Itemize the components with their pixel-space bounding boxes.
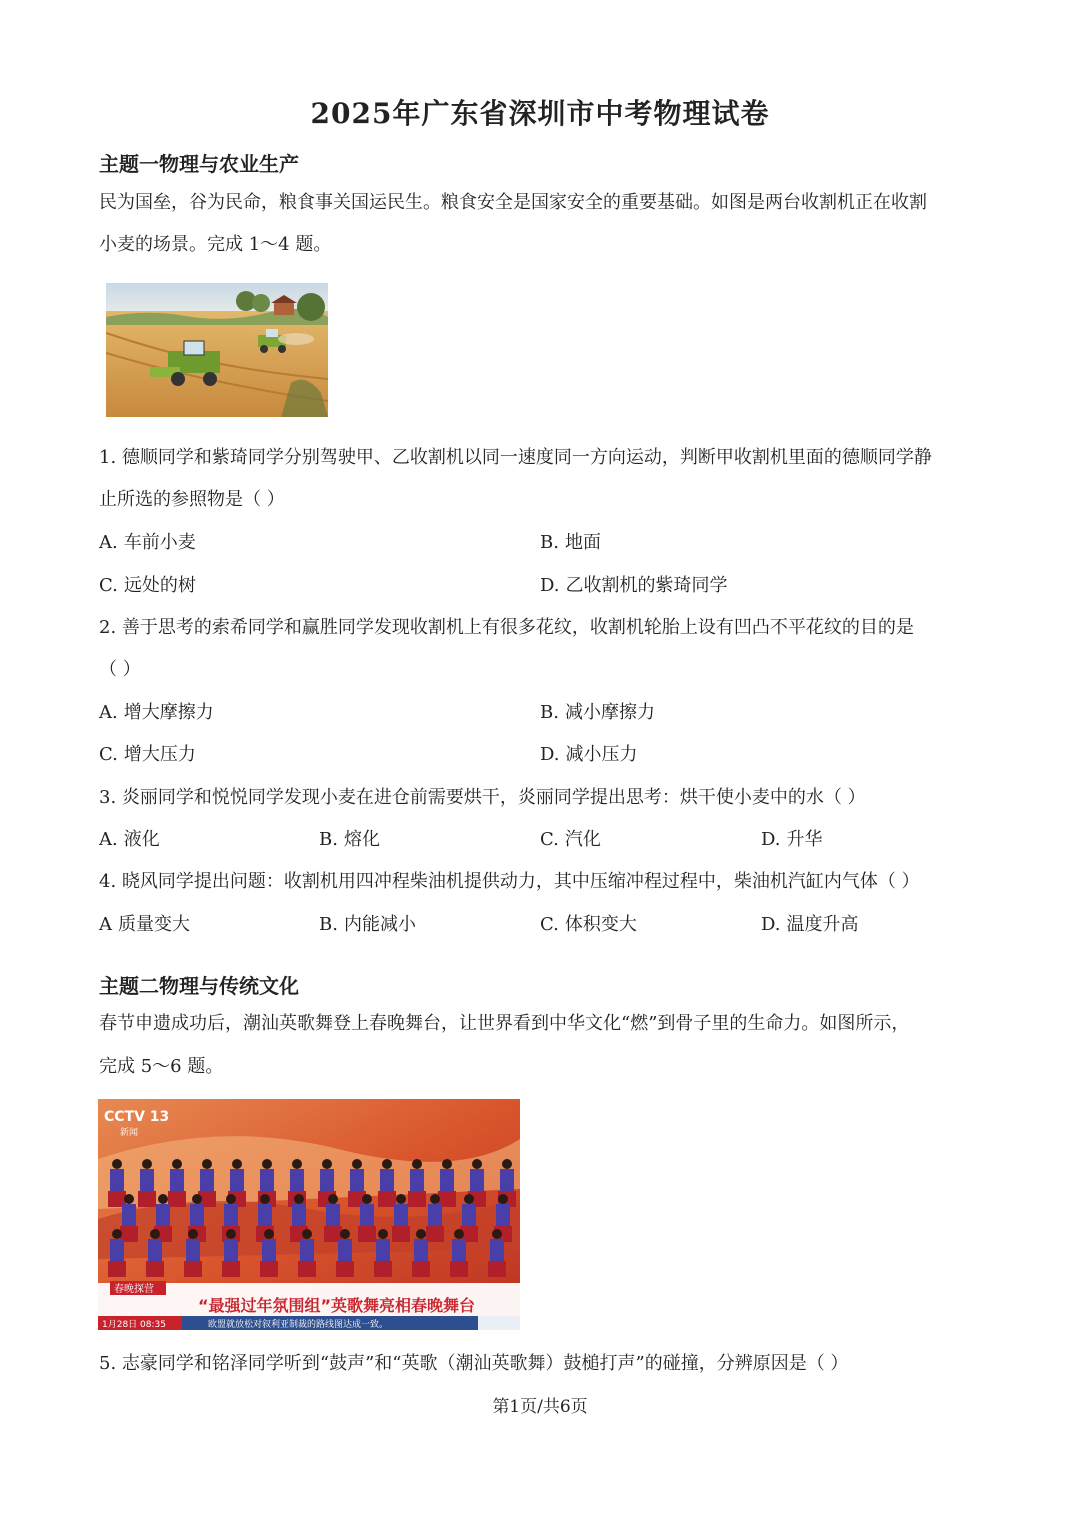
dancer-head xyxy=(202,1159,212,1169)
dancer-skirt xyxy=(184,1261,202,1277)
dancer-head xyxy=(150,1229,160,1239)
dancer-head xyxy=(124,1194,134,1204)
q2-option-d[interactable]: D. 减小压力 xyxy=(540,744,638,765)
q1-option-a[interactable]: A. 车前小麦 xyxy=(99,532,196,553)
dancer-skirt xyxy=(450,1261,468,1277)
q1-option-c[interactable]: C. 远处的树 xyxy=(99,575,196,596)
banner-tag: 春晚探营 xyxy=(114,1284,154,1295)
dancer-head xyxy=(378,1229,388,1239)
q1-stem-line1: 1. 德顺同学和紫琦同学分别驾驶甲、乙收割机以同一速度同一方向运动，判断甲收割机里面的德顺同学静 xyxy=(99,447,932,468)
dancer-head xyxy=(260,1194,270,1204)
q3-option-c[interactable]: C. 汽化 xyxy=(540,829,601,850)
harvester-image xyxy=(106,283,328,417)
banner-ticker: 欧盟就放松对叙利亚制裁的路线图达成一致。 xyxy=(208,1320,389,1330)
dancer-head xyxy=(416,1229,426,1239)
dancer-skirt xyxy=(378,1191,396,1207)
dancer-head xyxy=(322,1159,332,1169)
q4-option-a[interactable]: A 质量变大 xyxy=(99,914,190,935)
channel-logo-sub: 新闻 xyxy=(120,1128,139,1138)
topic2-intro-line1: 春节申遗成功后，潮汕英歌舞登上春晚舞台，让世界看到中华文化“燃”到骨子里的生命力。如图所示， xyxy=(99,1013,910,1034)
banner-headline: “最强过年氛围组”英歌舞亮相春晚舞台 xyxy=(198,1296,476,1315)
topic1-heading: 主题一物理与农业生产 xyxy=(99,152,299,176)
dancer-head xyxy=(442,1159,452,1169)
dancer-skirt xyxy=(392,1226,410,1242)
q3-option-a[interactable]: A. 液化 xyxy=(99,829,160,850)
dancer-skirt xyxy=(358,1226,376,1242)
dancer-head xyxy=(226,1194,236,1204)
dancer-head xyxy=(192,1194,202,1204)
dancer-head xyxy=(142,1159,152,1169)
dancer-skirt xyxy=(408,1191,426,1207)
dancer-head xyxy=(472,1159,482,1169)
page-title: 2025年广东省深圳市中考物理试卷 xyxy=(310,97,770,130)
dancer-head xyxy=(498,1194,508,1204)
dancer-head xyxy=(412,1159,422,1169)
dancer-head xyxy=(232,1159,242,1169)
dancer-head xyxy=(382,1159,392,1169)
dancer-head xyxy=(492,1229,502,1239)
dancer-head xyxy=(294,1194,304,1204)
topic1-intro-line1: 民为国垒，谷为民命，粮食事关国运民生。粮食安全是国家安全的重要基础。如图是两台收割机正在收割 xyxy=(99,192,927,213)
q3-stem-line1: 3. 炎丽同学和悦悦同学发现小麦在进仓前需要烘干，炎丽同学提出思考：烘干使小麦中的水（ ） xyxy=(99,787,866,808)
dancer-head xyxy=(226,1229,236,1239)
dancer-head xyxy=(172,1159,182,1169)
dancer-head xyxy=(454,1229,464,1239)
q4-option-d[interactable]: D. 温度升高 xyxy=(761,914,859,935)
topic2-intro-line2: 完成 5～6 题。 xyxy=(99,1056,224,1077)
channel-logo: CCTV 13 xyxy=(104,1109,170,1125)
dancer-skirt xyxy=(298,1261,316,1277)
dancer-head xyxy=(502,1159,512,1169)
q3-option-d[interactable]: D. 升华 xyxy=(761,829,823,850)
dancer-skirt xyxy=(138,1191,156,1207)
page-footer: 第1页/共6页 xyxy=(492,1397,588,1417)
dancer-skirt xyxy=(146,1261,164,1277)
q4-stem-line1: 4. 晓风同学提出问题：收割机用四冲程柴油机提供动力，其中压缩冲程过程中，柴油机汽缸内气体（ ） xyxy=(99,871,920,892)
dancer-head xyxy=(262,1159,272,1169)
q2-option-c[interactable]: C. 增大压力 xyxy=(99,744,196,765)
dancer-skirt xyxy=(412,1261,430,1277)
topic2-heading: 主题二物理与传统文化 xyxy=(99,974,299,998)
dancer-head xyxy=(464,1194,474,1204)
q2-option-b[interactable]: B. 减小摩擦力 xyxy=(540,702,655,723)
dancer-skirt xyxy=(374,1261,392,1277)
dancer-skirt xyxy=(488,1261,506,1277)
q3-option-b[interactable]: B. 熔化 xyxy=(319,829,380,850)
q1-option-d[interactable]: D. 乙收割机的紫琦同学 xyxy=(540,575,728,596)
dancer-head xyxy=(396,1194,406,1204)
q4-option-b[interactable]: B. 内能减小 xyxy=(319,914,416,935)
q1-stem-line2: 止所选的参照物是（ ） xyxy=(99,489,285,510)
dancer-skirt xyxy=(108,1261,126,1277)
q4-option-c[interactable]: C. 体积变大 xyxy=(540,914,637,935)
banner-date: 1月28日 08:35 xyxy=(102,1320,166,1330)
dancer-head xyxy=(112,1159,122,1169)
dancer-skirt xyxy=(336,1261,354,1277)
dancer-skirt xyxy=(168,1191,186,1207)
dancer-head xyxy=(430,1194,440,1204)
topic1-intro-line2: 小麦的场景。完成 1～4 题。 xyxy=(99,234,332,255)
q2-stem-line1: 2. 善于思考的索希同学和赢胜同学发现收割机上有很多花纹，收割机轮胎上设有凹凸不平花纹的目的是 xyxy=(99,617,914,638)
dancer-skirt xyxy=(222,1261,240,1277)
dancer-skirt xyxy=(426,1226,444,1242)
dancer-skirt xyxy=(260,1261,278,1277)
dancer-head xyxy=(328,1194,338,1204)
dancer-head xyxy=(362,1194,372,1204)
dancer-head xyxy=(352,1159,362,1169)
q5-stem-line1: 5. 志豪同学和铭泽同学听到“鼓声”和“英歌（潮汕英歌舞）鼓槌打声”的碰撞，分辨原因是（ ） xyxy=(99,1353,849,1374)
spring-gala-image xyxy=(98,1099,520,1330)
q1-option-b[interactable]: B. 地面 xyxy=(540,532,601,553)
dancer-head xyxy=(158,1194,168,1204)
dancer-head xyxy=(292,1159,302,1169)
dancer-head xyxy=(264,1229,274,1239)
q2-option-a[interactable]: A. 增大摩擦力 xyxy=(99,702,214,723)
dancer-head xyxy=(112,1229,122,1239)
dancer-head xyxy=(340,1229,350,1239)
dancer-head xyxy=(302,1229,312,1239)
q2-stem-line2: （ ） xyxy=(99,659,141,680)
dancer-head xyxy=(188,1229,198,1239)
